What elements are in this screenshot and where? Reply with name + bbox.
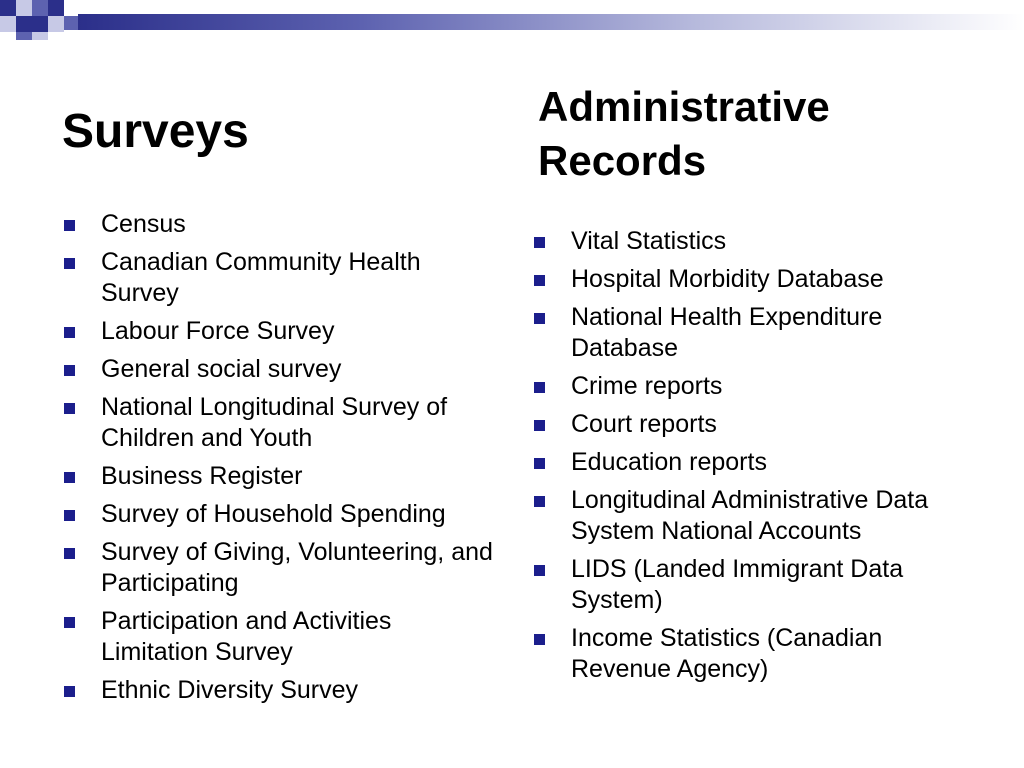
list-item bbox=[62, 316, 502, 347]
bullet-square-icon bbox=[64, 365, 75, 376]
list-item bbox=[62, 461, 502, 492]
list-item-text: Survey of Household Spending bbox=[101, 500, 446, 528]
list-item bbox=[532, 302, 972, 364]
title-line-1: Administrative bbox=[538, 83, 830, 130]
decor-square bbox=[16, 16, 32, 32]
list-item-text: Participation and Activities Limitation Survey bbox=[101, 607, 392, 666]
list-item bbox=[62, 247, 502, 309]
surveys-list bbox=[62, 209, 502, 713]
list-item-text: National Longitudinal Survey of Children and Youth bbox=[101, 393, 448, 452]
bullet-square-icon bbox=[64, 510, 75, 521]
decor-square bbox=[64, 16, 78, 30]
bullet-square-icon bbox=[534, 496, 545, 507]
bullet-square-icon bbox=[64, 258, 75, 269]
administrative-records-title bbox=[538, 80, 978, 188]
decor-square bbox=[32, 16, 48, 32]
list-item bbox=[532, 623, 972, 685]
list-item bbox=[532, 264, 972, 295]
bullet-square-icon bbox=[534, 458, 545, 469]
list-item-text: Census bbox=[101, 210, 186, 238]
list-item-text: National Health Expenditure Database bbox=[571, 303, 883, 362]
decor-square bbox=[48, 0, 64, 16]
list-item-text: General social survey bbox=[101, 355, 342, 383]
list-item-text: Education reports bbox=[571, 448, 767, 476]
list-item-text: Canadian Community Health Survey bbox=[101, 248, 421, 307]
list-item-text: Longitudinal Administrative Data System National Accounts bbox=[571, 486, 929, 545]
list-item bbox=[532, 554, 972, 616]
title-line-2: Records bbox=[538, 137, 707, 184]
surveys-title: Surveys bbox=[62, 105, 249, 158]
list-item-text: Ethnic Diversity Survey bbox=[101, 676, 359, 704]
list-item bbox=[532, 447, 972, 478]
list-item-text: Crime reports bbox=[571, 372, 723, 400]
header-decoration bbox=[0, 0, 1024, 40]
bullet-square-icon bbox=[534, 382, 545, 393]
list-item-text: Survey of Giving, Volunteering, and Participating bbox=[101, 538, 493, 597]
bullet-square-icon bbox=[534, 634, 545, 645]
bullet-square-icon bbox=[534, 565, 545, 576]
list-item-text: Court reports bbox=[571, 410, 717, 438]
decor-square bbox=[48, 16, 64, 32]
list-item bbox=[62, 392, 502, 454]
bullet-square-icon bbox=[64, 403, 75, 414]
decor-square bbox=[32, 0, 48, 16]
list-item bbox=[532, 226, 972, 257]
list-item bbox=[62, 499, 502, 530]
decor-square bbox=[0, 16, 16, 32]
header-gradient-bar bbox=[78, 14, 1024, 30]
list-item bbox=[62, 537, 502, 599]
list-item bbox=[62, 209, 502, 240]
bullet-square-icon bbox=[64, 617, 75, 628]
list-item-text: Income Statistics (Canadian Revenue Agency) bbox=[571, 624, 883, 683]
bullet-square-icon bbox=[64, 548, 75, 559]
list-item bbox=[62, 675, 502, 706]
list-item-text: Hospital Morbidity Database bbox=[571, 265, 884, 293]
bullet-square-icon bbox=[64, 220, 75, 231]
bullet-square-icon bbox=[534, 237, 545, 248]
list-item-text: Vital Statistics bbox=[571, 227, 727, 255]
administrative-records-list bbox=[532, 226, 972, 692]
decor-square bbox=[32, 32, 48, 40]
bullet-square-icon bbox=[64, 686, 75, 697]
bullet-square-icon bbox=[534, 275, 545, 286]
list-item bbox=[62, 354, 502, 385]
bullet-square-icon bbox=[534, 420, 545, 431]
list-item bbox=[532, 409, 972, 440]
list-item bbox=[532, 485, 972, 547]
list-item bbox=[532, 371, 972, 402]
list-item-text: LIDS (Landed Immigrant Data System) bbox=[571, 555, 904, 614]
bullet-square-icon bbox=[534, 313, 545, 324]
bullet-square-icon bbox=[64, 327, 75, 338]
bullet-square-icon bbox=[64, 472, 75, 483]
list-item-text: Labour Force Survey bbox=[101, 317, 335, 345]
decor-square bbox=[16, 32, 32, 40]
decor-square bbox=[16, 0, 32, 16]
decor-square bbox=[0, 0, 16, 16]
list-item-text: Business Register bbox=[101, 462, 303, 490]
list-item bbox=[62, 606, 502, 668]
